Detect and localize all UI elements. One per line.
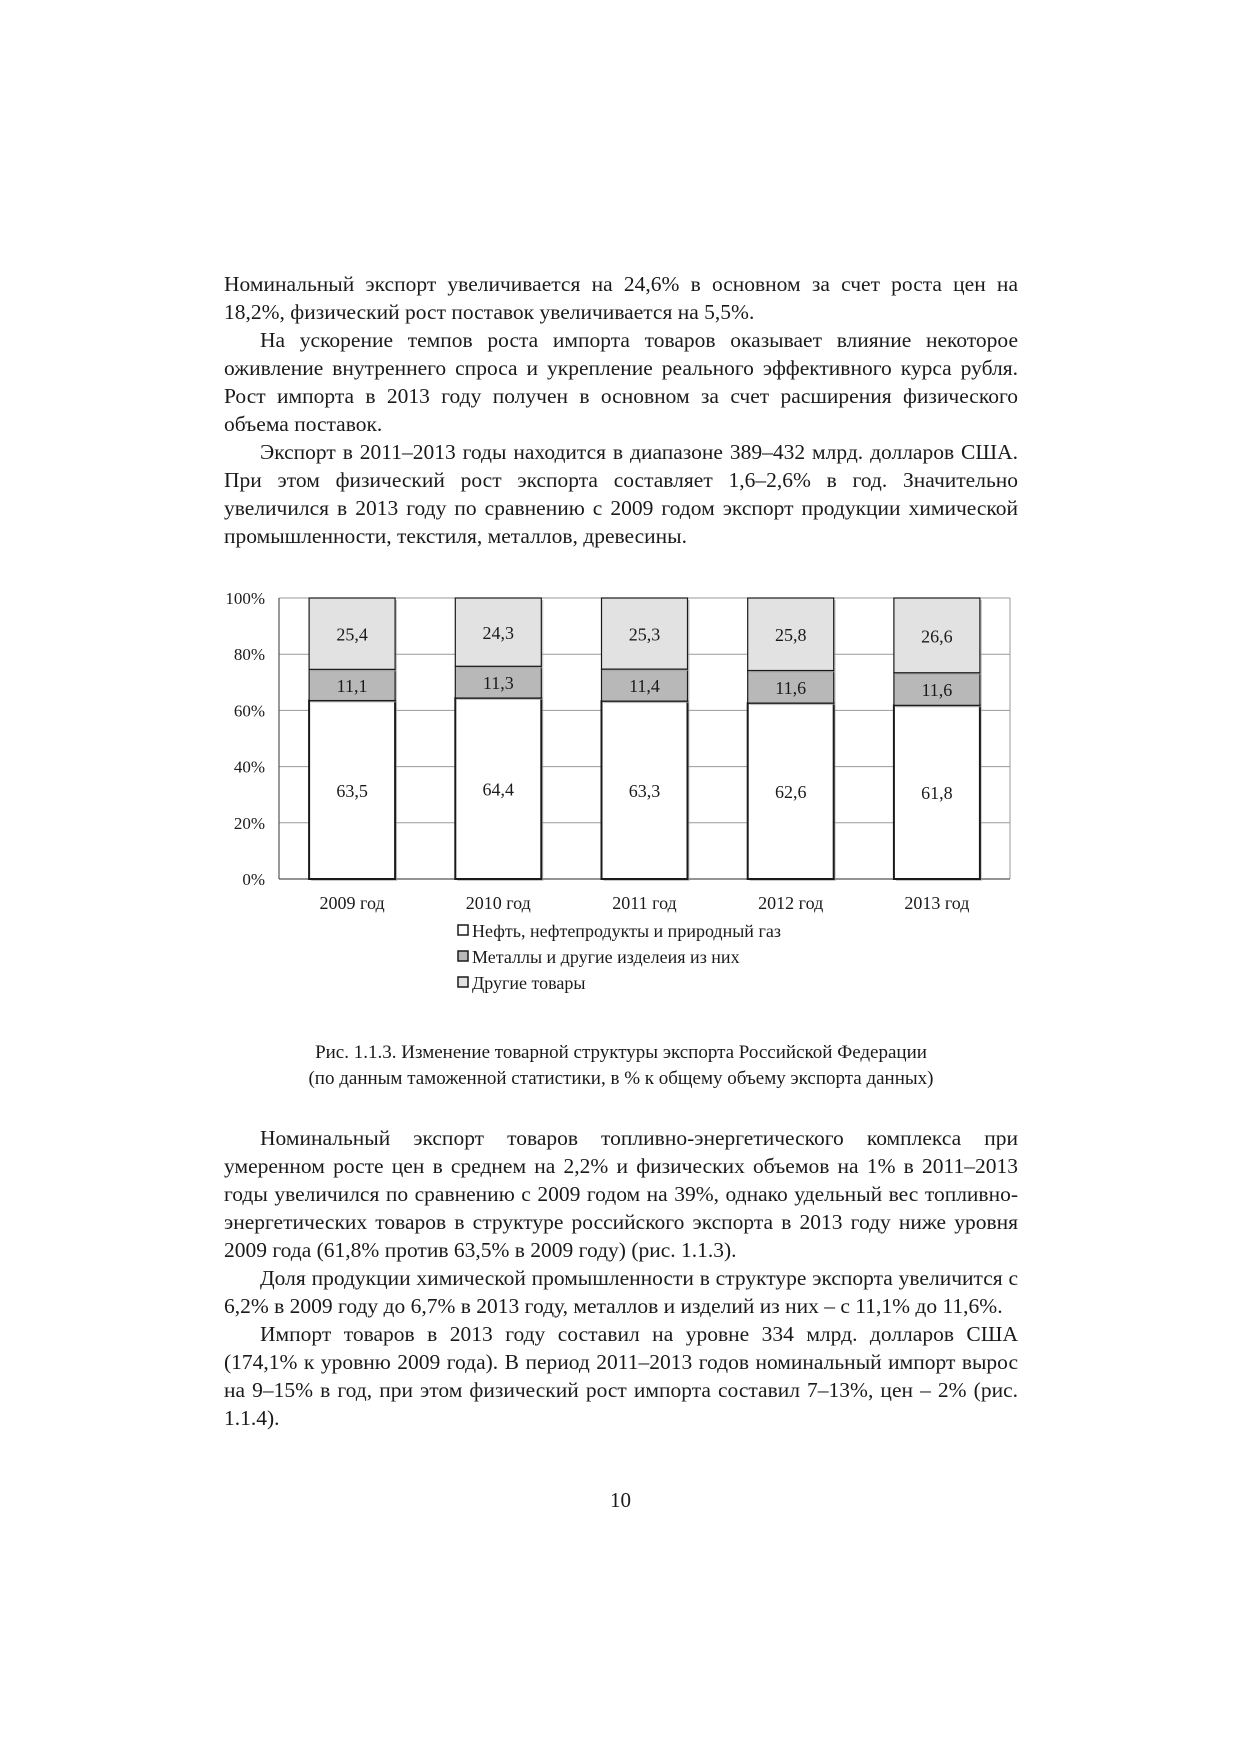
paragraph: На ускорение темпов роста импорта товаров оказывает влияние некоторое оживление внутреннего спроса и укрепление реального эффективного курса рубля. Рост импорта в 2013 году получен в основном за счет расширения физического объема поставок. (224, 328, 1018, 436)
page-number: 10 (610, 1488, 631, 1512)
y-tick-label: 40% (233, 757, 265, 777)
data-label: 26,6 (921, 626, 953, 647)
paragraph: Номинальный экспорт увеличивается на 24,6% в основном за счет роста цен на 18,2%, физический рост поставок увеличивается на 5,5%. (224, 272, 1018, 324)
caption-line-2: (по данным таможенной статистики, в % к общему объему экспорта данных) (308, 1068, 934, 1089)
paragraph: Доля продукции химической промышленности в структуре экспорта увеличится с 6,2% в 2009 году до 6,7% в 2013 году, металлов и изделий из них – с 11,1% до 11,6%. (224, 1266, 1018, 1318)
data-label: 25,3 (628, 624, 661, 645)
text-block-bottom (224, 1124, 1018, 1432)
legend-entry: Металлы и другие изделеия из них (472, 947, 740, 967)
x-tick-label: 2009 год (319, 893, 385, 913)
legend-swatch (458, 925, 468, 935)
data-label: 11,6 (775, 677, 807, 698)
x-tick-label: 2010 год (465, 893, 531, 913)
data-label: 61,8 (921, 783, 953, 804)
legend-entry: Другие товары (472, 973, 586, 993)
data-label: 63,3 (628, 781, 661, 802)
paragraph: Номинальный экспорт товаров топливно-энергетического комплекса при умеренном росте цен в среднем на 2,2% и физических объемов на 1% в 2011–2013 годы увеличился по сравнению с 2009 годом на 39%, однако удельный вес топливно-энергетических товаров в структуре российского экспорта в 2013 году ниже уровня 2009 года (61,8% против 63,5% в 2009 году) (рис. 1.1.3). (224, 1126, 1018, 1262)
caption-line-1: Рис. 1.1.3. Изменение товарной структуры экспорта Российской Федерации (315, 1042, 927, 1063)
data-label: 63,5 (336, 780, 368, 801)
x-tick-label: 2012 год (758, 893, 824, 913)
x-tick-label: 2013 год (904, 893, 970, 913)
data-label: 11,6 (921, 680, 953, 701)
paragraph: Импорт товаров в 2013 году составил на уровне 334 млрд. долларов США (174,1% к уровню 2009 года). В период 2011–2013 годов номинальный импорт вырос на 9–15% в год, при этом физический рост импорта составил 7–13%, цен – 2% (рис. 1.1.4). (224, 1322, 1018, 1430)
y-tick-label: 20% (233, 813, 265, 833)
legend-entry: Нефть, нефтепродукты и природный газ (472, 921, 781, 941)
data-label: 11,1 (336, 675, 368, 696)
x-tick-label: 2011 год (612, 893, 677, 913)
y-tick-label: 0% (242, 870, 265, 889)
legend-swatch (458, 977, 468, 987)
data-label: 11,3 (482, 673, 514, 694)
data-label: 64,4 (482, 779, 515, 800)
paragraph: Экспорт в 2011–2013 годы находится в диапазоне 389–432 млрд. долларов США. При этом физический рост экспорта составляет 1,6–2,6% в год. Значительно увеличился в 2013 году по сравнению с 2009 годом экспорт продукции химической промышленности, текстиля, металлов, древесины. (224, 440, 1018, 548)
legend-swatch (458, 951, 468, 961)
y-tick-label: 80% (233, 645, 265, 665)
data-label: 62,6 (774, 782, 807, 803)
figure-caption (224, 1040, 1018, 1092)
data-label: 25,4 (336, 624, 368, 645)
data-label: 11,4 (629, 676, 660, 697)
data-label: 25,8 (774, 625, 807, 646)
data-label: 24,3 (482, 623, 515, 644)
y-tick-label: 60% (233, 701, 265, 721)
y-tick-label: 100% (225, 589, 265, 608)
